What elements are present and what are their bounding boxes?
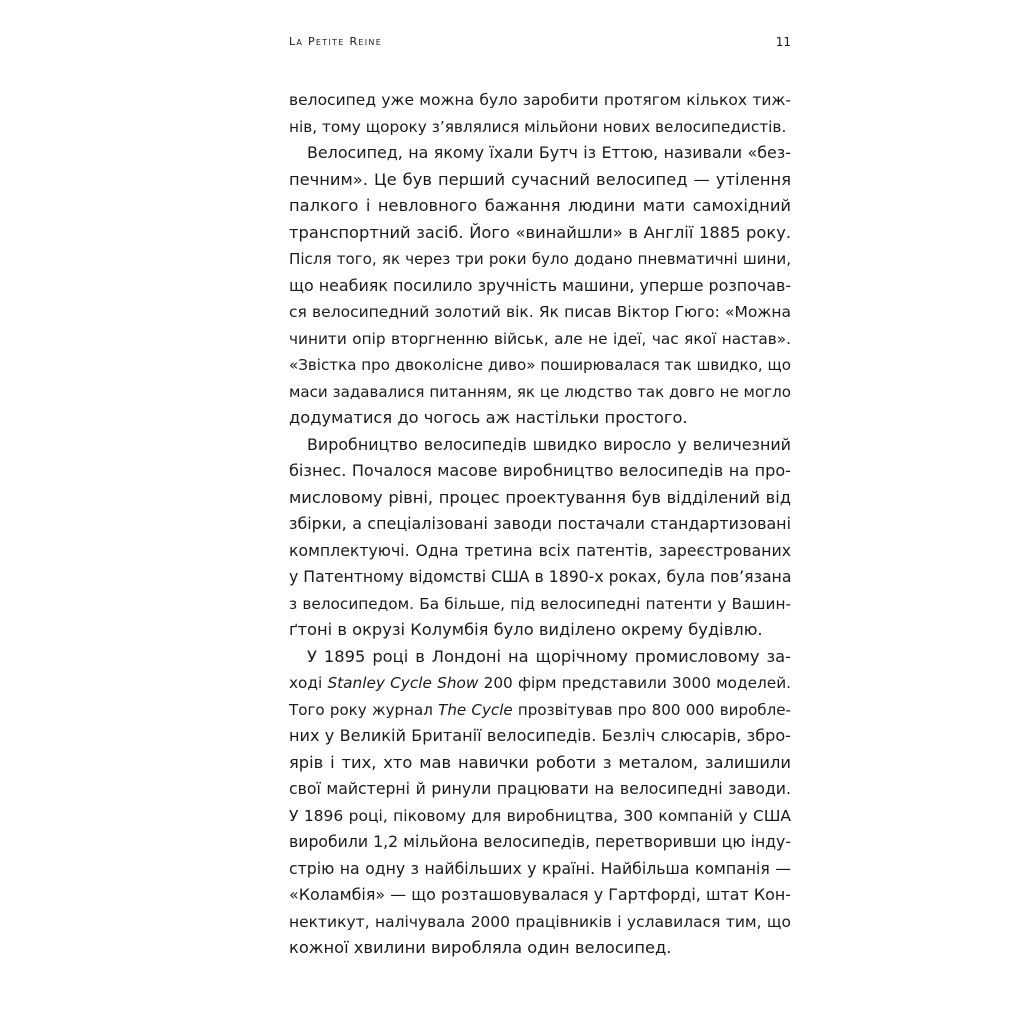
text-line — [289, 591, 791, 618]
text-line — [289, 114, 791, 141]
text-line — [289, 776, 791, 803]
text-line — [289, 511, 791, 538]
text-run: 200 фірм представили 3000 моделей. — [478, 674, 791, 692]
text-run: виробили 1,2 мільйона велосипедів, перетворивши цю інду- — [289, 832, 791, 851]
text-run: У 1895 році в Лондоні на щорічному промисловому за- — [307, 646, 791, 666]
text-run: «Звістка про двоколісне диво» поширювалася так швидко, що — [289, 356, 791, 374]
text-line — [289, 405, 791, 432]
text-line — [289, 617, 791, 644]
text-line — [289, 909, 791, 936]
page-header — [289, 35, 791, 55]
text-line — [289, 803, 791, 830]
text-line — [289, 140, 791, 167]
text-run: нів, тому щороку з’являлися мільйони нових велосипедистів. — [289, 117, 787, 136]
text-line — [289, 326, 791, 353]
text-line — [289, 670, 791, 697]
text-line — [289, 485, 791, 512]
text-run: кожної хвилини виробляла один велосипед. — [289, 938, 672, 957]
text-run: Велосипед, на якому їхали Бутч із Еттою, називали «без- — [307, 143, 791, 162]
text-line — [289, 723, 791, 750]
text-line — [289, 882, 791, 909]
text-run: ярів і тих, хто мав навички роботи з металом, залишили — [289, 752, 791, 772]
text-run: печним». Це був перший сучасний велосипед — утілення — [289, 169, 791, 189]
text-line — [289, 193, 791, 220]
text-run: ґтоні в окрузі Колумбія було виділено окрему будівлю. — [289, 620, 763, 639]
text-line — [289, 750, 791, 777]
text-line — [289, 220, 791, 247]
text-run: у Патентному відомстві США в 1890-х роках, була пов’язана — [289, 567, 792, 586]
text-line — [289, 246, 791, 273]
italic-title: Stanley Cycle Show — [327, 674, 479, 692]
paragraph — [289, 87, 791, 140]
text-run: комплектуючі. Одна третина всіх патентів, зареєстрованих — [289, 540, 791, 560]
body-text — [289, 87, 791, 962]
text-run: маси задавалися питанням, як це людство так довго не могло — [289, 382, 791, 401]
text-run: них у Великій Британії велосипедів. Безліч слюсарів, збро- — [289, 726, 791, 745]
text-run: «Коламбія» — що розташовувалася у Гартфорді, штат Кон- — [289, 885, 791, 904]
text-line — [289, 273, 791, 300]
text-run: чинити опір вторгненню військ, але не ідеї, час якої настав». — [289, 329, 791, 348]
text-run: що неабияк посилило зручність машини, уперше розпочав- — [289, 275, 792, 295]
text-run: нектикут, налічувала 2000 працівників і уславилася тим, що — [289, 912, 791, 931]
text-run: ході — [289, 674, 328, 692]
text-run: бізнес. Почалося масове виробництво велосипедів на про- — [289, 461, 791, 480]
text-line — [289, 458, 791, 485]
text-line — [289, 167, 791, 194]
text-run: Того року журнал — [289, 700, 439, 719]
text-run: Після того, як через три роки було додано пневматичні шини, — [289, 250, 791, 268]
text-line — [289, 379, 791, 406]
text-run: збірки, а спеціалізовані заводи постачали стандартизовані — [289, 514, 791, 533]
text-line — [289, 829, 791, 856]
text-run: мисловому рівні, процес проектування був відділений від — [289, 487, 791, 507]
text-line — [289, 299, 791, 326]
text-line — [289, 935, 791, 962]
text-run: додуматися до чогось аж настільки простого. — [289, 408, 688, 427]
text-line — [289, 538, 791, 565]
text-line — [289, 432, 791, 459]
text-run: палкого і невловного бажання людини мати самохідний — [289, 196, 791, 215]
text-line — [289, 644, 791, 671]
text-run: свої майстерні й ринули працювати на велосипедні заводи. — [289, 779, 791, 798]
text-run: з велосипедом. Ба більше, під велосипедні патенти у Вашин- — [289, 594, 791, 613]
running-title: La Petite Reine — [289, 35, 383, 48]
text-line — [289, 87, 791, 114]
text-run: Виробництво велосипедів швидко виросло у величезний — [307, 434, 791, 454]
text-run: прозвітував про 800 000 виробле- — [512, 700, 791, 719]
text-line — [289, 564, 791, 591]
page-number: 11 — [775, 35, 791, 49]
text-line — [289, 697, 791, 724]
text-run: У 1896 році, піковому для виробництва, 300 компаній у США — [289, 806, 791, 825]
italic-title: The Cycle — [438, 700, 513, 719]
text-run: велосипед уже можна було заробити протягом кількох тиж- — [289, 91, 791, 109]
text-run: ся велосипедний золотий вік. Як писав Віктор Гюго: «Можна — [289, 303, 791, 321]
text-run: стрію на одну з найбільших у країні. Найбільша компанія — — [289, 858, 791, 878]
text-run: транспортний засіб. Його «винайшли» в Англії 1885 року. — [289, 222, 791, 242]
paragraph — [289, 644, 791, 962]
paragraph — [289, 140, 791, 432]
text-line — [289, 856, 791, 883]
paragraph — [289, 432, 791, 644]
text-line — [289, 352, 791, 379]
